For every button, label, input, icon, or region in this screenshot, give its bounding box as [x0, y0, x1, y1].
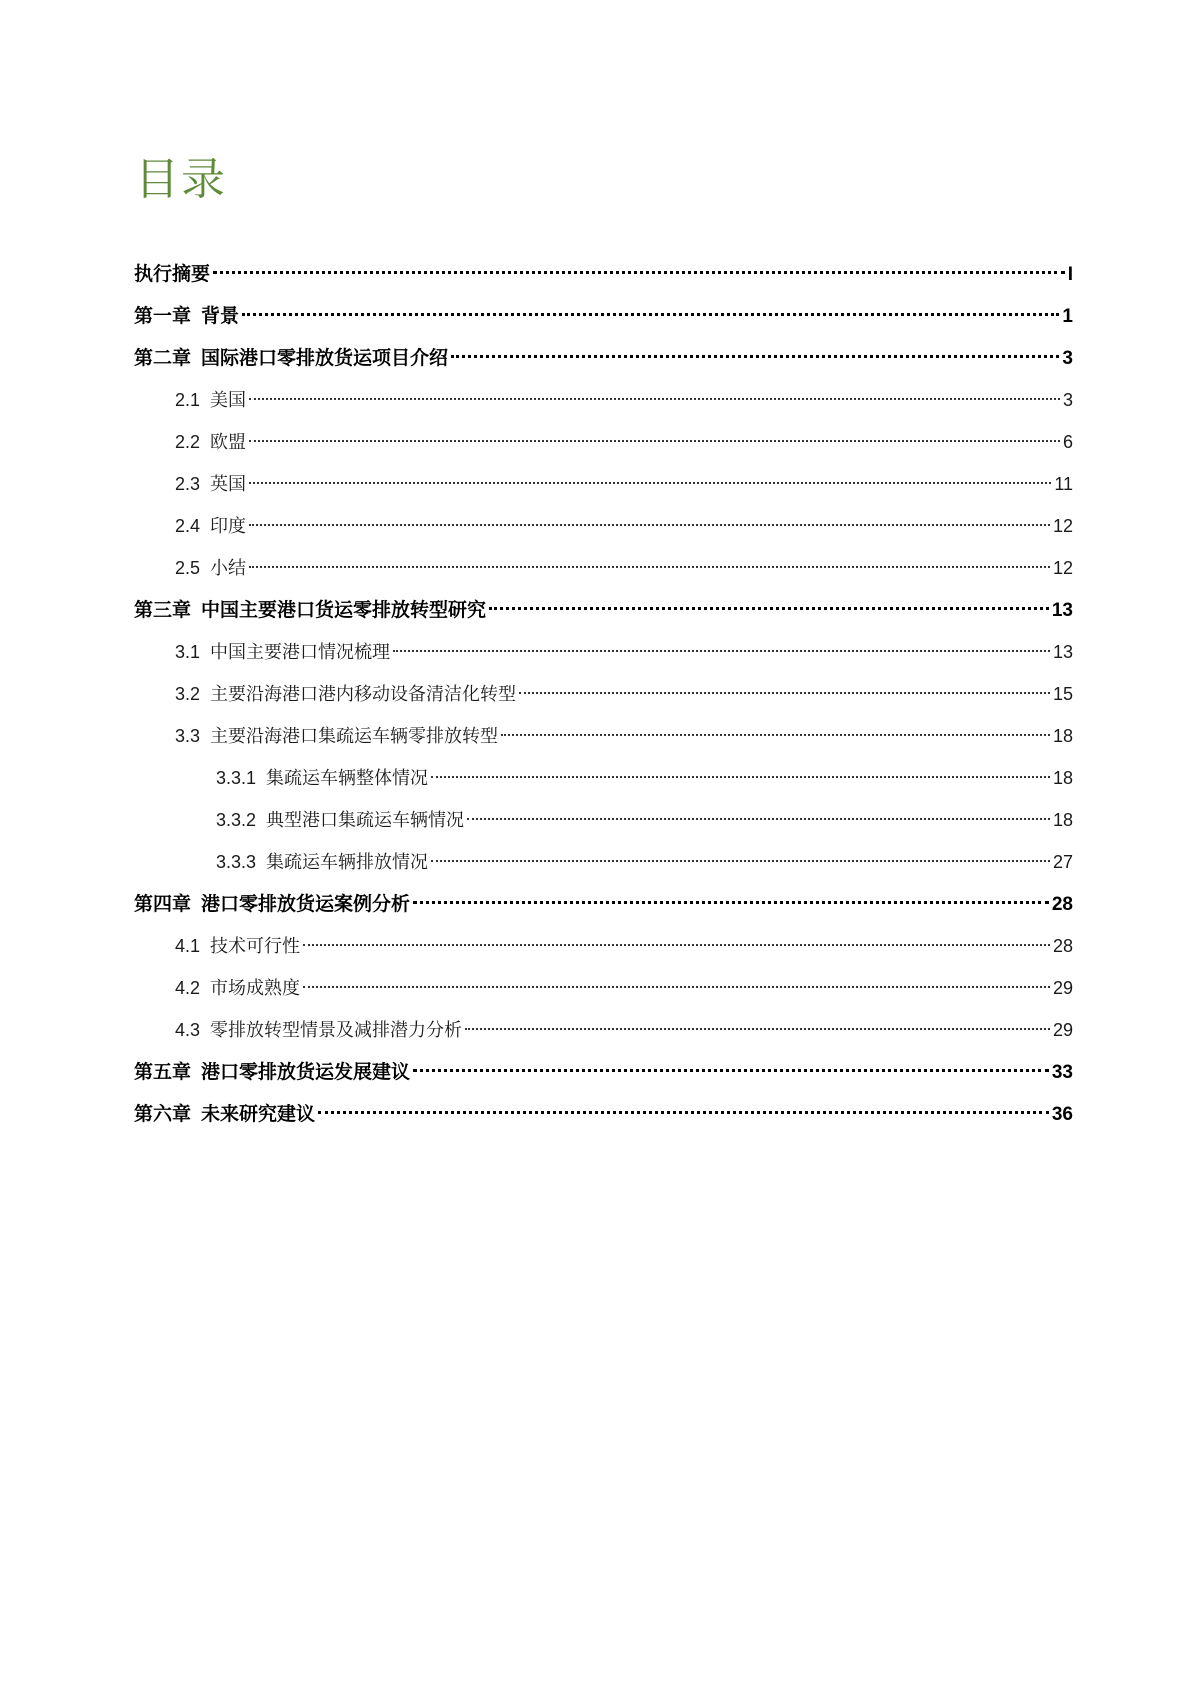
toc-entry[interactable] — [134, 469, 1073, 511]
toc-entry-page-number: 1 — [1062, 306, 1073, 327]
toc-entry[interactable] — [134, 1099, 1073, 1141]
dot-leader — [249, 482, 1051, 484]
dot-leader — [489, 607, 1049, 610]
toc-entry-title: 小结 — [210, 558, 247, 579]
toc-entry[interactable] — [134, 973, 1073, 1015]
toc-entry-number: 2.2 — [175, 432, 201, 452]
toc-entry-page-number: 36 — [1051, 1104, 1073, 1125]
toc-entry-title: 国际港口零排放货运项目介绍 — [201, 347, 449, 369]
toc-entry-page-number: 18 — [1052, 726, 1073, 746]
dot-leader — [413, 1069, 1049, 1072]
toc-entry-title: 集疏运车辆排放情况 — [266, 852, 429, 873]
toc-entry[interactable] — [134, 931, 1073, 973]
dot-leader — [303, 986, 1050, 988]
toc-entry-page-number: 28 — [1052, 936, 1073, 956]
toc-entry-page-number: 13 — [1051, 600, 1073, 621]
toc-entry-title: 港口零排放货运案例分析 — [201, 893, 411, 915]
toc-entry-page-number: 27 — [1052, 852, 1073, 872]
toc-entry-title: 技术可行性 — [210, 936, 301, 957]
toc-entry-title: 欧盟 — [210, 432, 247, 453]
toc-entry-title: 零排放转型情景及减排潜力分析 — [210, 1020, 463, 1041]
toc-entry-title: 集疏运车辆整体情况 — [266, 768, 429, 789]
dot-leader — [413, 901, 1049, 904]
toc-entry[interactable] — [134, 679, 1073, 721]
toc-entry-page-number: 15 — [1052, 684, 1073, 704]
toc-entry[interactable] — [134, 805, 1073, 847]
toc-entry-title: 未来研究建议 — [201, 1103, 316, 1125]
toc-entry[interactable] — [134, 595, 1073, 637]
dot-leader — [242, 313, 1059, 316]
toc-entry-title: 中国主要港口情况梳理 — [210, 642, 391, 663]
toc-entry[interactable] — [134, 1015, 1073, 1057]
toc-entry[interactable] — [134, 427, 1073, 469]
toc-entry[interactable] — [134, 301, 1073, 343]
toc-entry-page-number: 18 — [1052, 810, 1073, 830]
toc-entry[interactable] — [134, 721, 1073, 763]
toc-entry-page-number: I — [1067, 264, 1073, 285]
toc-entry-page-number: 18 — [1052, 768, 1073, 788]
toc-entry-number: 2.3 — [175, 474, 201, 494]
toc-entry[interactable] — [134, 1057, 1073, 1099]
dot-leader — [431, 776, 1050, 778]
toc-entry-number: 第四章 — [134, 893, 192, 915]
toc-entry-title: 美国 — [210, 390, 247, 411]
toc-entry-title: 典型港口集疏运车辆情况 — [266, 810, 465, 831]
dot-leader — [519, 692, 1050, 694]
toc-entry-title: 英国 — [210, 474, 247, 495]
toc-entry-title: 主要沿海港口集疏运车辆零排放转型 — [210, 726, 499, 747]
dot-leader — [467, 818, 1050, 820]
toc-entry[interactable] — [134, 847, 1073, 889]
toc-entry-page-number: 3 — [1062, 390, 1073, 410]
dot-leader — [431, 860, 1050, 862]
toc-entry-page-number: 6 — [1062, 432, 1073, 452]
dot-leader — [213, 271, 1065, 274]
toc-entry-number: 3.3.3 — [216, 852, 257, 872]
toc-entry-page-number: 3 — [1062, 348, 1073, 369]
dot-leader — [303, 944, 1050, 946]
dot-leader — [249, 524, 1050, 526]
dot-leader — [501, 734, 1050, 736]
dot-leader — [249, 398, 1060, 400]
toc-entry-page-number: 33 — [1051, 1062, 1073, 1083]
dot-leader — [451, 355, 1059, 358]
dot-leader — [465, 1028, 1050, 1030]
dot-leader — [249, 440, 1060, 442]
toc-entry-number: 4.1 — [175, 936, 201, 956]
toc-entry-title: 印度 — [210, 516, 247, 537]
toc-entry[interactable] — [134, 259, 1073, 301]
toc-entry-title: 背景 — [201, 305, 240, 327]
toc-entry-number: 3.1 — [175, 642, 201, 662]
toc-entry[interactable] — [134, 889, 1073, 931]
dot-leader — [393, 650, 1050, 652]
toc-entry-number: 第六章 — [134, 1103, 192, 1125]
toc-entry-number: 3.2 — [175, 684, 201, 704]
dot-leader — [318, 1111, 1049, 1114]
table-of-contents — [134, 259, 1073, 1141]
toc-entry[interactable] — [134, 343, 1073, 385]
toc-entry-page-number: 11 — [1054, 474, 1073, 494]
toc-entry-number: 4.3 — [175, 1020, 201, 1040]
toc-entry-title: 中国主要港口货运零排放转型研究 — [201, 599, 487, 621]
toc-entry-title: 主要沿海港口港内移动设备清洁化转型 — [210, 684, 517, 705]
toc-entry-number: 第三章 — [134, 599, 192, 621]
toc-entry[interactable] — [134, 385, 1073, 427]
page-title: 目录 — [135, 154, 227, 205]
toc-entry-page-number: 29 — [1052, 978, 1073, 998]
toc-entry-number: 第二章 — [134, 347, 192, 369]
toc-entry-page-number: 28 — [1051, 894, 1073, 915]
toc-entry-title: 港口零排放货运发展建议 — [201, 1061, 411, 1083]
toc-entry-page-number: 12 — [1052, 516, 1073, 536]
toc-entry-page-number: 13 — [1052, 642, 1073, 662]
toc-entry-number: 3.3.2 — [216, 810, 257, 830]
toc-entry-number: 3.3 — [175, 726, 201, 746]
toc-entry-page-number: 12 — [1052, 558, 1073, 578]
toc-entry-number: 第五章 — [134, 1061, 192, 1083]
toc-entry-number: 2.4 — [175, 516, 201, 536]
dot-leader — [249, 566, 1050, 568]
toc-entry[interactable] — [134, 511, 1073, 553]
toc-entry-number: 3.3.1 — [216, 768, 257, 788]
toc-entry-number: 2.1 — [175, 390, 201, 410]
toc-entry-title: 执行摘要 — [134, 263, 211, 285]
toc-entry[interactable] — [134, 763, 1073, 805]
toc-entry[interactable] — [134, 553, 1073, 595]
toc-entry[interactable] — [134, 637, 1073, 679]
toc-entry-number: 2.5 — [175, 558, 201, 578]
toc-entry-number: 第一章 — [134, 305, 192, 327]
toc-entry-page-number: 29 — [1052, 1020, 1073, 1040]
toc-entry-number: 4.2 — [175, 978, 201, 998]
toc-entry-title: 市场成熟度 — [210, 978, 301, 999]
